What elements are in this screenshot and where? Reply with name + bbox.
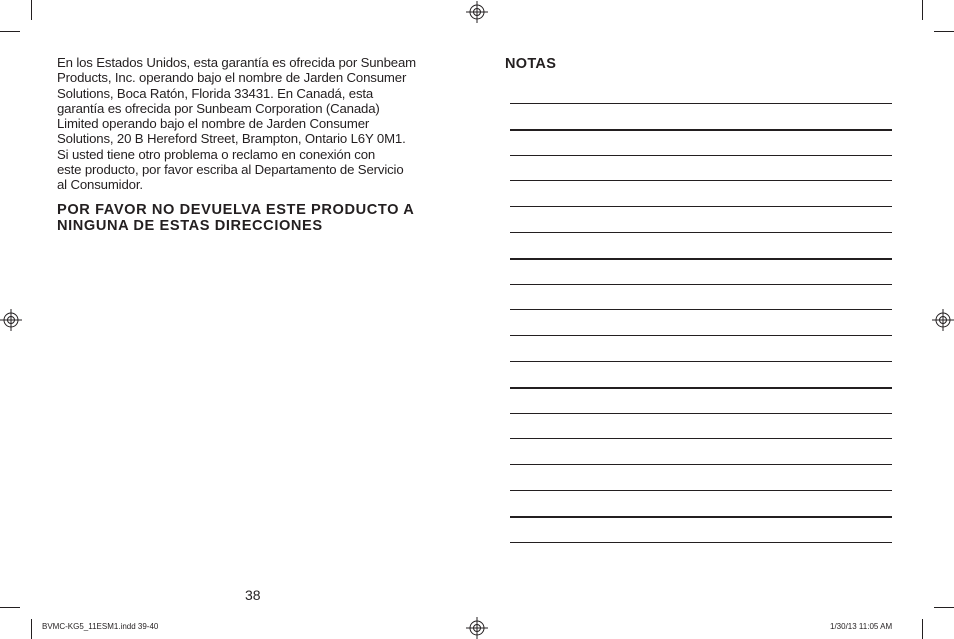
registration-mark-icon — [0, 309, 22, 331]
warranty-section — [57, 55, 452, 234]
crop-mark — [0, 31, 20, 32]
note-line — [510, 335, 892, 336]
return-warning-heading: POR FAVOR NO DEVUELVA ESTE PRODUCTO A NINGUNA DE ESTAS DIRECCIONES — [57, 201, 415, 234]
notes-lines — [510, 0, 892, 639]
registration-mark-icon — [932, 309, 954, 331]
note-line — [510, 490, 892, 491]
crop-mark — [934, 31, 954, 32]
warranty-body-text: En los Estados Unidos, esta garantía es ofrecida por Sunbeam Products, Inc. operando bajo el nombre de Jarden Consumer Solutions, Boca Ratón, Florida 33431. En Canadá, esta garantía es ofrecida por Sunbeam Corporation (Canada) Limited operando bajo el nombre de Jarden Consumer Solutions, 20 B Hereford Street, Brampton, Ontario L6Y 0M1. Si usted tiene otro problema o reclamo en conexión con este producto, por favor escriba al Departamento de Servicio al Consumidor. — [57, 55, 417, 193]
registration-mark-icon — [466, 1, 488, 23]
note-line — [510, 309, 892, 310]
crop-mark — [922, 0, 923, 20]
note-line — [510, 516, 892, 518]
note-line — [510, 155, 892, 156]
note-line — [510, 258, 892, 260]
crop-mark — [0, 607, 20, 608]
note-line — [510, 232, 892, 233]
notes-title: NOTAS — [505, 56, 557, 72]
note-line — [510, 129, 892, 131]
note-line — [510, 413, 892, 414]
note-line — [510, 180, 892, 181]
note-line — [510, 103, 892, 104]
note-line — [510, 464, 892, 465]
note-line — [510, 206, 892, 207]
registration-mark-icon — [466, 617, 488, 639]
note-line — [510, 542, 892, 543]
note-line — [510, 438, 892, 439]
crop-mark — [934, 607, 954, 608]
crop-mark — [922, 619, 923, 639]
note-line — [510, 387, 892, 389]
note-line — [510, 361, 892, 362]
note-line — [510, 284, 892, 285]
slug-file-name: BVMC-KG5_11ESM1.indd 39-40 — [42, 622, 159, 631]
page-number: 38 — [245, 587, 261, 603]
crop-mark — [31, 619, 32, 639]
crop-mark — [31, 0, 32, 20]
slug-datetime: 1/30/13 11:05 AM — [830, 622, 893, 631]
